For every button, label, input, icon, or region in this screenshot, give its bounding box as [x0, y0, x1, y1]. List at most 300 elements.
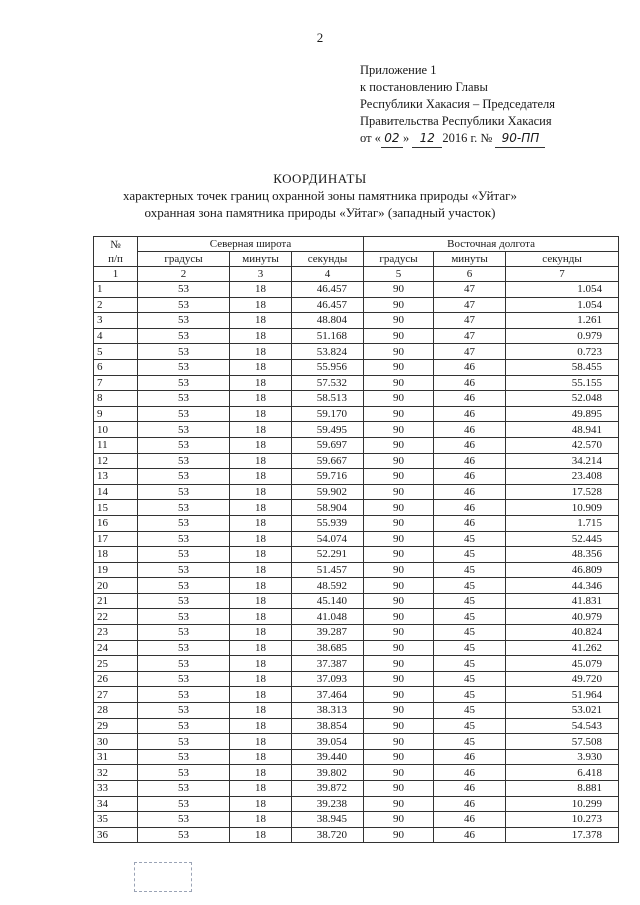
table-cell: 18 — [230, 734, 292, 750]
table-cell: 41.048 — [292, 609, 364, 625]
table-cell: 46 — [434, 781, 506, 797]
table-cell: 47 — [434, 313, 506, 329]
table-cell: 18 — [230, 593, 292, 609]
table-cell: 90 — [364, 406, 434, 422]
appendix-line-3: Республики Хакасия – Председателя — [360, 97, 556, 111]
table-cell: 18 — [230, 391, 292, 407]
table-cell: 53 — [138, 671, 230, 687]
table-cell: 53 — [138, 781, 230, 797]
table-cell: 52.445 — [506, 531, 619, 547]
table-cell: 18 — [230, 484, 292, 500]
table-cell: 18 — [230, 515, 292, 531]
table-cell: 53 — [138, 328, 230, 344]
table-cell: 41.262 — [506, 640, 619, 656]
table-cell: 53 — [138, 453, 230, 469]
table-cell: 54.074 — [292, 531, 364, 547]
table-cell: 90 — [364, 656, 434, 672]
table-row — [94, 469, 619, 485]
table-cell: 10.273 — [506, 812, 619, 828]
table-cell: 30 — [94, 734, 138, 750]
table-cell: 18 — [230, 765, 292, 781]
table-cell: 46 — [434, 484, 506, 500]
table-cell: 3 — [94, 313, 138, 329]
table-cell: 90 — [364, 562, 434, 578]
table-cell: 53 — [138, 625, 230, 641]
table-cell: 33 — [94, 781, 138, 797]
table-row — [94, 531, 619, 547]
table-cell: 46 — [434, 359, 506, 375]
table-cell: 38.720 — [292, 827, 364, 843]
table-cell: 35 — [94, 812, 138, 828]
table-cell: 59.667 — [292, 453, 364, 469]
colnum-cell: 6 — [434, 267, 506, 282]
table-cell: 90 — [364, 328, 434, 344]
table-cell: 18 — [230, 359, 292, 375]
table-cell: 1 — [94, 282, 138, 298]
appendix-line-4: Правительства Республики Хакасия — [360, 114, 552, 128]
colnum-cell: 1 — [94, 267, 138, 282]
table-cell: 45 — [434, 656, 506, 672]
table-cell: 59.902 — [292, 484, 364, 500]
table-cell: 5 — [94, 344, 138, 360]
table-cell: 1.261 — [506, 313, 619, 329]
colnum-cell: 3 — [230, 267, 292, 282]
table-cell: 48.804 — [292, 313, 364, 329]
table-cell: 40.979 — [506, 609, 619, 625]
table-cell: 90 — [364, 781, 434, 797]
table-cell: 46 — [434, 749, 506, 765]
heading-title: КООРДИНАТЫ — [273, 171, 367, 186]
table-cell: 37.093 — [292, 671, 364, 687]
table-cell: 53 — [138, 749, 230, 765]
table-cell: 90 — [364, 827, 434, 843]
table-cell: 90 — [364, 437, 434, 453]
table-cell: 9 — [94, 406, 138, 422]
table-row — [94, 640, 619, 656]
date-year: 2016 г. № — [442, 131, 493, 145]
table-cell: 8.881 — [506, 781, 619, 797]
table-cell: 37.387 — [292, 656, 364, 672]
table-cell: 45 — [434, 578, 506, 594]
table-cell: 53 — [138, 765, 230, 781]
table-row — [94, 437, 619, 453]
table-cell: 46.457 — [292, 282, 364, 298]
table-cell: 57.532 — [292, 375, 364, 391]
table-cell: 90 — [364, 718, 434, 734]
table-cell: 46 — [434, 453, 506, 469]
table-cell: 49.895 — [506, 406, 619, 422]
table-cell: 53 — [138, 827, 230, 843]
colnum-cell: 4 — [292, 267, 364, 282]
table-row — [94, 703, 619, 719]
table-row — [94, 422, 619, 438]
table-cell: 12 — [94, 453, 138, 469]
table-cell: 20 — [94, 578, 138, 594]
table-cell: 53 — [138, 562, 230, 578]
heading-zone: охранная зона памятника природы «Уйтаг» (западный участок) — [144, 205, 496, 220]
table-cell: 28 — [94, 703, 138, 719]
colnum-cell: 7 — [506, 267, 619, 282]
date-day: 02 — [381, 130, 403, 148]
table-cell: 53 — [138, 812, 230, 828]
table-cell: 90 — [364, 313, 434, 329]
table-row — [94, 625, 619, 641]
table-cell: 57.508 — [506, 734, 619, 750]
table-cell: 90 — [364, 359, 434, 375]
table-cell: 42.570 — [506, 437, 619, 453]
table-cell: 38.313 — [292, 703, 364, 719]
table-cell: 18 — [230, 531, 292, 547]
table-cell: 31 — [94, 749, 138, 765]
table-cell: 53 — [138, 282, 230, 298]
table-cell: 51.168 — [292, 328, 364, 344]
table-cell: 18 — [230, 328, 292, 344]
table-cell: 45 — [434, 562, 506, 578]
registration-stamp — [134, 862, 192, 892]
table-cell: 45 — [434, 593, 506, 609]
table-cell: 47 — [434, 297, 506, 313]
table-cell: 45 — [434, 609, 506, 625]
table-cell: 59.697 — [292, 437, 364, 453]
table-cell: 90 — [364, 734, 434, 750]
table-cell: 53 — [138, 469, 230, 485]
table-cell: 38.854 — [292, 718, 364, 734]
table-cell: 46 — [434, 515, 506, 531]
table-row — [94, 749, 619, 765]
table-cell: 52.291 — [292, 547, 364, 563]
table-cell: 39.872 — [292, 781, 364, 797]
table-cell: 18 — [230, 453, 292, 469]
table-cell: 7 — [94, 375, 138, 391]
table-cell: 46 — [434, 422, 506, 438]
table-row — [94, 609, 619, 625]
table-cell: 53 — [138, 422, 230, 438]
table-cell: 32 — [94, 765, 138, 781]
table-cell: 46 — [434, 469, 506, 485]
table-cell: 3.930 — [506, 749, 619, 765]
table-cell: 47 — [434, 282, 506, 298]
table-cell: 52.048 — [506, 391, 619, 407]
table-cell: 59.495 — [292, 422, 364, 438]
east-minutes-header: минуты — [434, 252, 506, 267]
table-cell: 18 — [230, 749, 292, 765]
table-cell: 90 — [364, 687, 434, 703]
table-cell: 18 — [230, 422, 292, 438]
table-cell: 39.054 — [292, 734, 364, 750]
table-cell: 23 — [94, 625, 138, 641]
table-cell: 46 — [434, 375, 506, 391]
table-cell: 46.809 — [506, 562, 619, 578]
table-cell: 53 — [138, 484, 230, 500]
table-cell: 18 — [230, 640, 292, 656]
table-cell: 45 — [434, 687, 506, 703]
north-latitude-header: Северная широта — [138, 237, 364, 252]
table-cell: 58.455 — [506, 359, 619, 375]
table-cell: 90 — [364, 484, 434, 500]
table-cell: 13 — [94, 469, 138, 485]
table-row — [94, 765, 619, 781]
table-cell: 90 — [364, 282, 434, 298]
coordinates-body — [94, 282, 619, 843]
table-cell: 53.824 — [292, 344, 364, 360]
table-cell: 39.440 — [292, 749, 364, 765]
table-row — [94, 297, 619, 313]
table-cell: 45 — [434, 718, 506, 734]
table-cell: 45 — [434, 625, 506, 641]
table-cell: 46 — [434, 437, 506, 453]
table-cell: 18 — [230, 796, 292, 812]
table-cell: 53 — [138, 344, 230, 360]
table-cell: 46 — [434, 765, 506, 781]
table-cell: 6 — [94, 359, 138, 375]
table-cell: 18 — [230, 578, 292, 594]
table-row — [94, 812, 619, 828]
table-cell: 90 — [364, 422, 434, 438]
table-cell: 18 — [230, 375, 292, 391]
table-cell: 90 — [364, 531, 434, 547]
table-cell: 90 — [364, 749, 434, 765]
table-cell: 90 — [364, 593, 434, 609]
table-cell: 54.543 — [506, 718, 619, 734]
appendix-line-1: Приложение 1 — [360, 63, 437, 77]
table-cell: 53 — [138, 297, 230, 313]
north-seconds-header: секунды — [292, 252, 364, 267]
table-cell: 18 — [230, 812, 292, 828]
table-cell: 10.909 — [506, 500, 619, 516]
coordinates-table — [93, 236, 619, 843]
table-cell: 38.945 — [292, 812, 364, 828]
table-cell: 53 — [138, 578, 230, 594]
document-heading — [0, 170, 640, 221]
table-cell: 53 — [138, 734, 230, 750]
table-cell: 46 — [434, 406, 506, 422]
table-row — [94, 547, 619, 563]
table-cell: 18 — [230, 297, 292, 313]
table-cell: 45.079 — [506, 656, 619, 672]
table-cell: 39.287 — [292, 625, 364, 641]
date-mid: » — [402, 131, 410, 145]
table-cell: 18 — [230, 718, 292, 734]
table-cell: 18 — [230, 406, 292, 422]
page-number: 2 — [316, 30, 324, 45]
table-cell: 17 — [94, 531, 138, 547]
table-cell: 18 — [230, 703, 292, 719]
table-cell: 16 — [94, 515, 138, 531]
table-cell: 48.356 — [506, 547, 619, 563]
table-cell: 38.685 — [292, 640, 364, 656]
table-cell: 53 — [138, 703, 230, 719]
table-cell: 58.513 — [292, 391, 364, 407]
table-cell: 29 — [94, 718, 138, 734]
table-cell: 18 — [230, 687, 292, 703]
heading-subtitle: характерных точек границ охранной зоны памятника природы «Уйтаг» — [122, 188, 517, 203]
table-row — [94, 313, 619, 329]
table-cell: 18 — [230, 282, 292, 298]
table-row — [94, 718, 619, 734]
table-cell: 47 — [434, 328, 506, 344]
table-row — [94, 453, 619, 469]
table-cell: 90 — [364, 515, 434, 531]
colnum-cell: 2 — [138, 267, 230, 282]
table-cell: 51.457 — [292, 562, 364, 578]
table-cell: 24 — [94, 640, 138, 656]
table-row — [94, 484, 619, 500]
table-cell: 17.528 — [506, 484, 619, 500]
table-row — [94, 593, 619, 609]
table-cell: 41.831 — [506, 593, 619, 609]
table-cell: 2 — [94, 297, 138, 313]
table-cell: 18 — [230, 781, 292, 797]
table-cell: 45 — [434, 671, 506, 687]
table-cell: 90 — [364, 375, 434, 391]
column-number-row — [94, 267, 619, 282]
table-cell: 90 — [364, 391, 434, 407]
table-row — [94, 344, 619, 360]
table-cell: 46 — [434, 827, 506, 843]
table-cell: 45 — [434, 734, 506, 750]
table-cell: 22 — [94, 609, 138, 625]
table-cell: 55.155 — [506, 375, 619, 391]
table-cell: 10.299 — [506, 796, 619, 812]
table-cell: 17.378 — [506, 827, 619, 843]
table-cell: 45 — [434, 703, 506, 719]
table-row — [94, 500, 619, 516]
table-cell: 53 — [138, 359, 230, 375]
table-cell: 46.457 — [292, 297, 364, 313]
table-row — [94, 515, 619, 531]
table-cell: 90 — [364, 500, 434, 516]
table-cell: 53.021 — [506, 703, 619, 719]
table-cell: 59.170 — [292, 406, 364, 422]
table-cell: 53 — [138, 515, 230, 531]
table-cell: 1.054 — [506, 282, 619, 298]
table-cell: 53 — [138, 609, 230, 625]
table-cell: 90 — [364, 671, 434, 687]
table-cell: 90 — [364, 469, 434, 485]
table-cell: 14 — [94, 484, 138, 500]
table-cell: 90 — [364, 547, 434, 563]
table-cell: 90 — [364, 578, 434, 594]
table-row — [94, 687, 619, 703]
table-cell: 0.979 — [506, 328, 619, 344]
table-cell: 27 — [94, 687, 138, 703]
table-row — [94, 781, 619, 797]
table-cell: 21 — [94, 593, 138, 609]
table-cell: 18 — [94, 547, 138, 563]
table-cell: 55.939 — [292, 515, 364, 531]
table-cell: 90 — [364, 703, 434, 719]
table-cell: 90 — [364, 812, 434, 828]
table-cell: 26 — [94, 671, 138, 687]
table-row — [94, 562, 619, 578]
table-cell: 90 — [364, 344, 434, 360]
table-cell: 44.346 — [506, 578, 619, 594]
table-cell: 53 — [138, 640, 230, 656]
table-cell: 36 — [94, 827, 138, 843]
table-cell: 37.464 — [292, 687, 364, 703]
table-cell: 45 — [434, 640, 506, 656]
table-cell: 53 — [138, 656, 230, 672]
date-prefix: от « — [360, 131, 381, 145]
table-cell: 15 — [94, 500, 138, 516]
appendix-date-line — [360, 130, 620, 148]
table-cell: 49.720 — [506, 671, 619, 687]
east-longitude-header: Восточная долгота — [364, 237, 619, 252]
table-cell: 10 — [94, 422, 138, 438]
table-cell: 18 — [230, 313, 292, 329]
table-row — [94, 671, 619, 687]
table-cell: 53 — [138, 437, 230, 453]
table-cell: 19 — [94, 562, 138, 578]
table-cell: 59.716 — [292, 469, 364, 485]
table-cell: 53 — [138, 687, 230, 703]
table-row — [94, 375, 619, 391]
table-cell: 53 — [138, 500, 230, 516]
table-cell: 25 — [94, 656, 138, 672]
table-cell: 46 — [434, 796, 506, 812]
table-row — [94, 734, 619, 750]
decree-number: 90-ПП — [495, 130, 545, 148]
table-row — [94, 282, 619, 298]
table-cell: 53 — [138, 547, 230, 563]
table-cell: 18 — [230, 656, 292, 672]
table-cell: 6.418 — [506, 765, 619, 781]
table-cell: 48.592 — [292, 578, 364, 594]
table-cell: 45 — [434, 547, 506, 563]
table-cell: 39.802 — [292, 765, 364, 781]
table-row — [94, 328, 619, 344]
table-cell: 58.904 — [292, 500, 364, 516]
table-cell: 18 — [230, 827, 292, 843]
table-cell: 90 — [364, 765, 434, 781]
table-cell: 18 — [230, 547, 292, 563]
table-cell: 46 — [434, 500, 506, 516]
table-row — [94, 391, 619, 407]
table-row — [94, 406, 619, 422]
table-cell: 18 — [230, 344, 292, 360]
table-row — [94, 796, 619, 812]
table-cell: 1.054 — [506, 297, 619, 313]
table-cell: 18 — [230, 469, 292, 485]
table-cell: 40.824 — [506, 625, 619, 641]
table-cell: 90 — [364, 453, 434, 469]
east-degrees-header: градусы — [364, 252, 434, 267]
table-cell: 53 — [138, 375, 230, 391]
east-seconds-header: секунды — [506, 252, 619, 267]
north-degrees-header: градусы — [138, 252, 230, 267]
north-minutes-header: минуты — [230, 252, 292, 267]
table-cell: 11 — [94, 437, 138, 453]
table-cell: 39.238 — [292, 796, 364, 812]
col-number-header: № п/п — [94, 237, 138, 267]
table-cell: 47 — [434, 344, 506, 360]
table-cell: 18 — [230, 625, 292, 641]
table-cell: 23.408 — [506, 469, 619, 485]
table-cell: 90 — [364, 297, 434, 313]
colnum-cell: 5 — [364, 267, 434, 282]
table-cell: 8 — [94, 391, 138, 407]
table-cell: 51.964 — [506, 687, 619, 703]
table-row — [94, 656, 619, 672]
table-cell: 53 — [138, 391, 230, 407]
table-cell: 4 — [94, 328, 138, 344]
table-cell: 90 — [364, 609, 434, 625]
table-cell: 18 — [230, 437, 292, 453]
table-cell: 53 — [138, 796, 230, 812]
table-cell: 18 — [230, 671, 292, 687]
table-cell: 53 — [138, 718, 230, 734]
table-cell: 18 — [230, 500, 292, 516]
